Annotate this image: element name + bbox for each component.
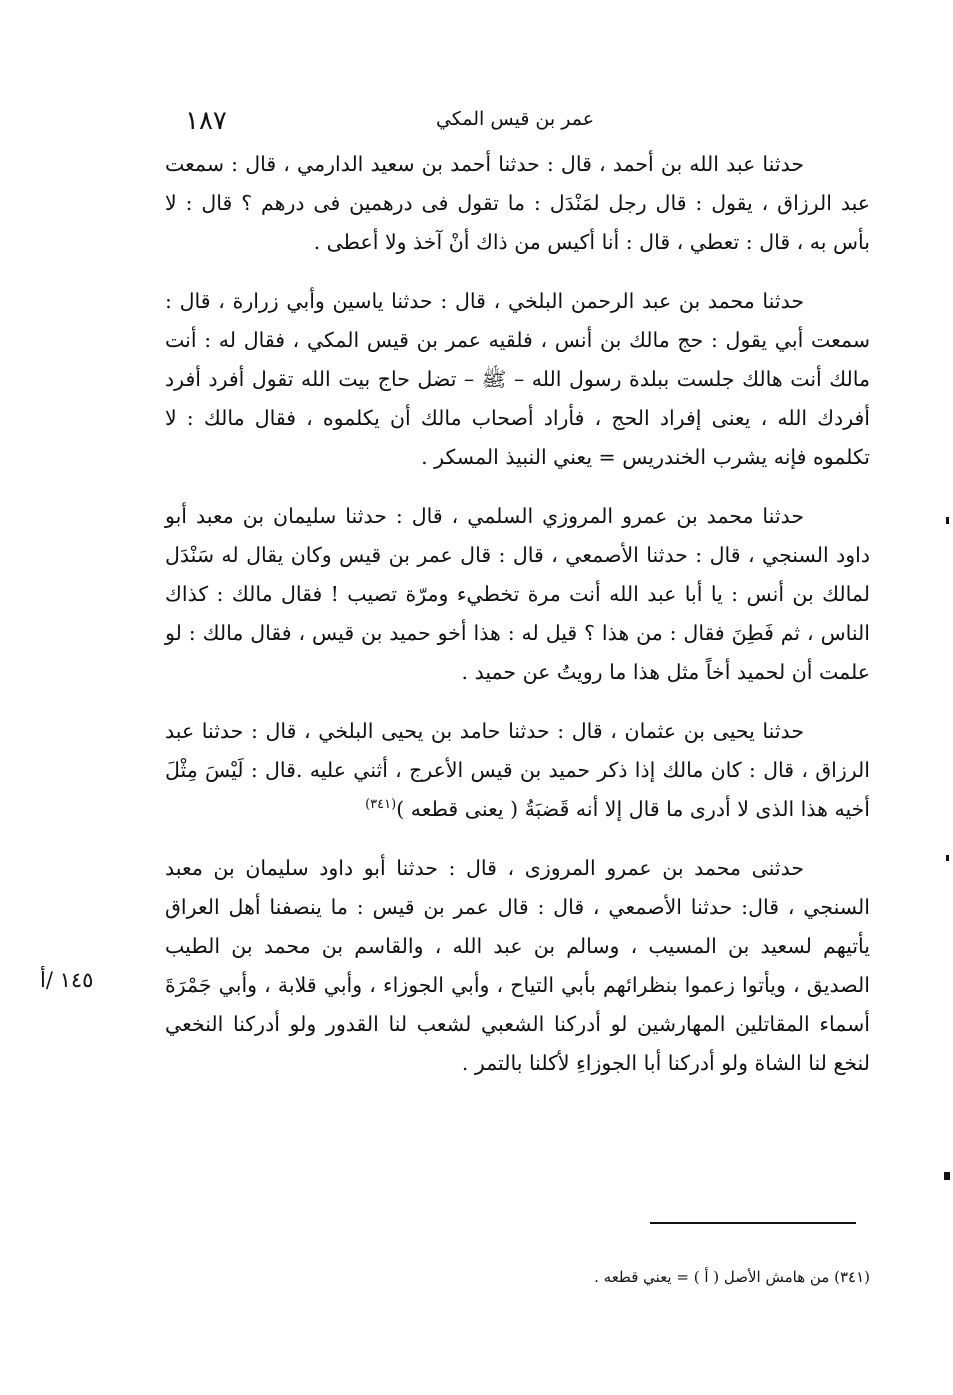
page-header <box>160 104 870 144</box>
paragraph-3: حدثنا محمد بن عمرو المروزي السلمي ، قال : حدثنا سليمان بن معبد أبو داود السنجي ، قال : حدثنا الأصمعي ، قال : قال عمر بن قيس وكان يقال له سَنْدَل لمالك بن أنس : يا أبا عبد الله أنت مرة تخطيء ومرّة تصيب ! فقال مالك : كذاك الناس ، ثم فَطِنَ فقال : من هذا ؟ قيل له : هذا أخو حميد بن قيس ، فقال مالك : لو علمت أن لحميد أخاً مثل هذا ما رويتُ عن حميد . <box>165 504 870 684</box>
footnote-reference[interactable]: (٣٤١) <box>365 797 397 813</box>
paragraph-4-text: حدثنا يحيى بن عثمان ، قال : حدثنا حامد بن يحيى البلخي ، قال : حدثنا عبد الرزاق ، قال : كان مالك إذا ذكر حميد بن قيس الأعرج ، أثني عليه .قال : لَيْسَ مِثْلَ أخيه هذا الذى لا أدرى ما قال إلا أنه قَضبَةُ ( يعنى قطعه ) <box>165 719 870 821</box>
manuscript-folio-marker: ١٤٥ /أ <box>40 968 94 992</box>
paragraph-2: حدثنا محمد بن عبد الرحمن البلخي ، قال : حدثنا ياسين وأبي زرارة ، قال : سمعت أبي يقول : حج مالك بن أنس ، فلقيه عمر بن قيس المكي ، فقال له : أنت مالك أنت هالك جلست ببلدة رسول الله – ﷺ – تضل حاج بيت الله تقول أفرد أفرد أفردك الله ، يعنى إفراد الحج ، فأراد أصحاب مالك أن يكلموه ، فقال مالك : لا تكلموه فإنه يشرب الخندريس = يعني النبيذ المسكر . <box>165 289 870 469</box>
scan-speck <box>946 517 949 524</box>
footnote-divider <box>650 1222 856 1224</box>
paragraph-5: حدثنى محمد بن عمرو المروزى ، قال : حدثنا أبو داود سليمان بن معبد السنجي ، قال: حدثنا الأصمعي ، قال : قال عمر بن قيس : ما ينصفنا أهل العراق يأتيهم لسعيد بن المسيب ، وسالم بن عبد الله ، والقاسم بن محمد بن الطيب الصديق ، ويأتوا زعموا بنظرائهم بأبي التياح ، وأبي الجوزاء ، وأبي قلابة ، وأبي جَمْرَةَ أسماء المقاتلين المهارشين لو أدركنا الشعبي لشعب لنا القدور ولو أدركنا النخعي لنخع لنا الشاة ولو أدركنا أبا الجوزاءِ لأكلنا بالتمر . <box>165 856 870 1075</box>
scan-speck <box>946 855 949 861</box>
running-title: عمر بن قيس المكي <box>435 108 595 130</box>
page-number: ١٨٧ <box>185 106 227 136</box>
main-text <box>165 145 870 1103</box>
scan-speck <box>944 1172 950 1180</box>
paragraph-4 <box>165 712 870 829</box>
paragraph-1: حدثنا عبد الله بن أحمد ، قال : حدثنا أحمد بن سعيد الدارمي ، قال : سمعت عبد الرزاق ، يقول : قال رجل لمَنْدَل : ما تقول فى درهمين فى درهم ؟ قال : لا بأس به ، قال : تعطي ، قال : أنا أكيس من ذاك أنْ آخذ ولا أعطى . <box>165 152 870 254</box>
footnote: (٣٤١) من هامش الأصل ( أ ) = يعني قطعه . <box>594 1268 870 1286</box>
